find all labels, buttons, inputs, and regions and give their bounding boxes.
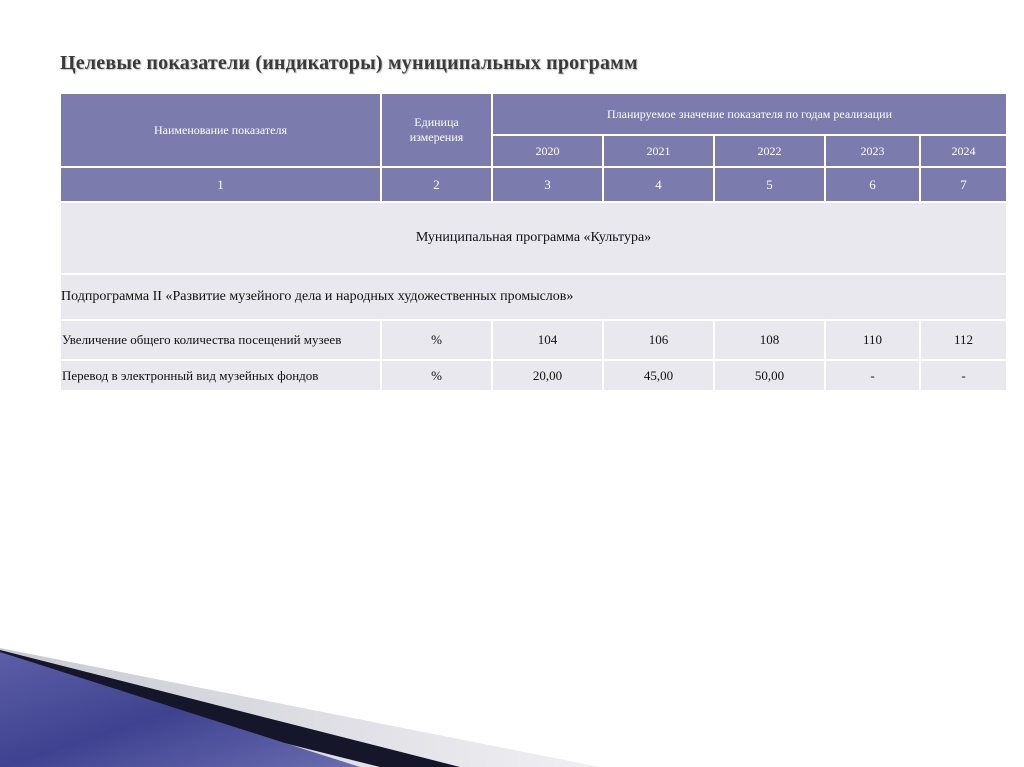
header-year-2022: 2022 [714,135,825,167]
col-number-1: 1 [60,167,381,202]
slide-title: Целевые показатели (индикаторы) муниципальных программ [60,52,638,74]
value-2020: 104 [492,320,603,360]
table-row [60,360,1007,391]
program-row [60,202,1007,274]
value-2023: 110 [825,320,920,360]
blue-corner [0,652,360,767]
header-year-2020: 2020 [492,135,603,167]
value-2021: 106 [603,320,714,360]
header-name-col: Наименование показателя [60,93,381,167]
indicators-table [59,92,1008,392]
header-year-2024: 2024 [920,135,1007,167]
value-2022: 108 [714,320,825,360]
value-2024: 112 [920,320,1007,360]
value-2021: 45,00 [603,360,714,391]
col-number-2: 2 [381,167,492,202]
value-2022: 50,00 [714,360,825,391]
program-title: Муниципальная программа «Культура» [60,202,1007,274]
header-year-2021: 2021 [603,135,714,167]
header-unit-col: Единица измерения [381,93,492,167]
grey-swoosh [0,648,600,767]
subprogram-row [60,274,1007,320]
column-numbering-row [60,167,1007,202]
dark-swoosh [0,650,460,767]
table-row [60,320,1007,360]
indicator-unit: % [381,360,492,391]
header-year-2023: 2023 [825,135,920,167]
col-number-6: 6 [825,167,920,202]
indicator-name: Увеличение общего количества посещений музеев [60,320,381,360]
value-2024: - [920,360,1007,391]
header-row-top [60,93,1007,135]
header-planned-col: Планируемое значение показателя по годам реализации [492,93,1007,135]
value-2023: - [825,360,920,391]
indicator-unit: % [381,320,492,360]
col-number-5: 5 [714,167,825,202]
value-2020: 20,00 [492,360,603,391]
col-number-3: 3 [492,167,603,202]
indicator-name: Перевод в электронный вид музейных фондов [60,360,381,391]
col-number-7: 7 [920,167,1007,202]
subprogram-title: Подпрограмма II «Развитие музейного дела и народных художественных промыслов» [60,274,1007,320]
col-number-4: 4 [603,167,714,202]
